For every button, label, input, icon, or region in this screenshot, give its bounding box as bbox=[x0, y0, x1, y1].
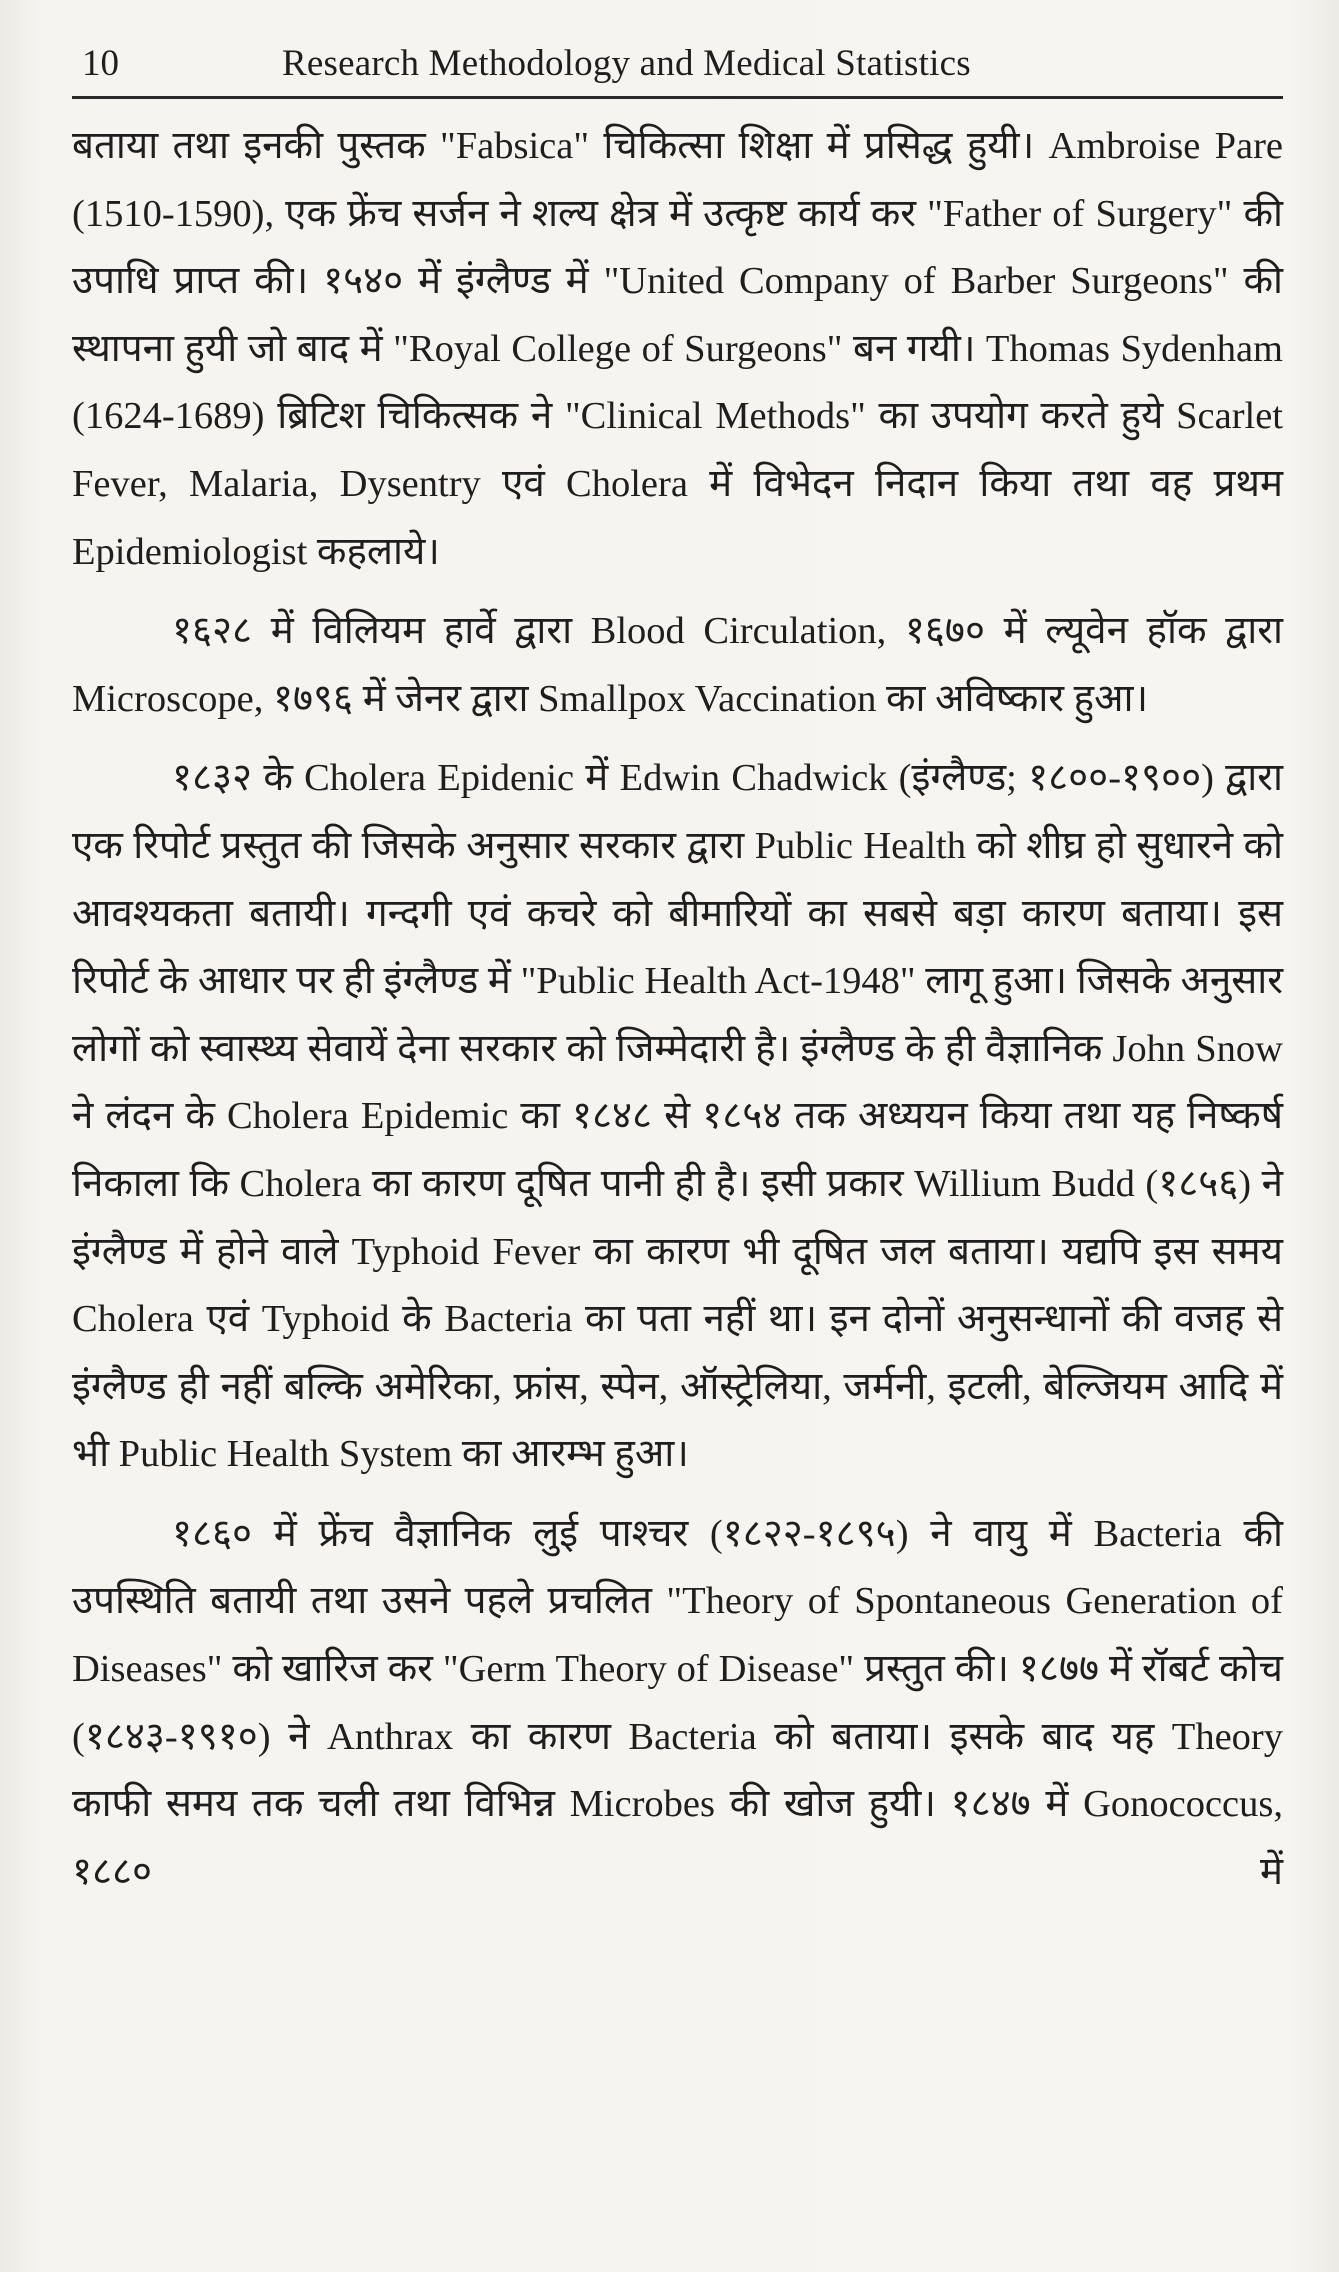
book-title: Research Methodology and Medical Statistics bbox=[282, 43, 971, 84]
page-number: 10 bbox=[82, 43, 119, 84]
body-text bbox=[72, 113, 1283, 1906]
running-header bbox=[72, 38, 1283, 99]
paragraph-2: १६२८ में विलियम हार्वे द्वारा Blood Circulation, १६७० में ल्यूवेन हॉक द्वारा Microscope, १७९६ में जेनर द्वारा Smallpox Vaccination का अविष्कार हुआ। bbox=[72, 610, 1283, 720]
paragraph-1: बताया तथा इनकी पुस्तक "Fabsica" चिकित्सा शिक्षा में प्रसिद्ध हुयी। Ambroise Pare (1510-1590), एक फ्रेंच सर्जन ने शल्य क्षेत्र में उत्कृष्ट कार्य कर "Father of Surgery" की उपाधि प्राप्त की। १५४० में इंग्लैण्ड में "United Company of Barber Surgeons" की स्थापना हुयी जो बाद में "Royal College of Surgeons" बन गयी। Thomas Sydenham (1624-1689) ब्रिटिश चिकित्सक ने "Clinical Methods" का उपयोग करते हुये Scarlet Fever, Malaria, Dysentry एवं Cholera में विभेदन निदान किया तथा वह प्रथम Epidemiologist कहलाये। bbox=[72, 125, 1283, 573]
paragraph-4: १८६० में फ्रेंच वैज्ञानिक लुई पाश्चर (१८२२-१८९५) ने वायु में Bacteria की उपस्थिति बतायी तथा उसने पहले प्रचलित "Theory of Spontaneous Generation of Diseases" को खारिज कर "Germ Theory of Disease" प्रस्तुत की। १८७७ में रॉबर्ट कोच (१८४३-१९१०) ने Anthrax का कारण Bacteria को बताया। इसके बाद यह Theory काफी समय तक चली तथा विभिन्न Microbes की खोज हुयी। १८४७ में Gonococcus, १८८० में bbox=[72, 1512, 1283, 1893]
paragraph-3: १८३२ के Cholera Epidenic में Edwin Chadwick (इंग्लैण्ड; १८००-१९००) द्वारा एक रिपोर्ट प्रस्तुत की जिसके अनुसार सरकार द्वारा Public Health को शीघ्र हो सुधारने को आवश्यकता बतायी। गन्दगी एवं कचरे को बीमारियों का सबसे बड़ा कारण बताया। इस रिपोर्ट के आधार पर ही इंग्लैण्ड में "Public Health Act-1948" लागू हुआ। जिसके अनुसार लोगों को स्वास्थ्य सेवायें देना सरकार को जिम्मेदारी है। इंग्लैण्ड के ही वैज्ञानिक John Snow ने लंदन के Cholera Epidemic का १८४८ से १८५४ तक अध्ययन किया तथा यह निष्कर्ष निकाला कि Cholera का कारण दूषित पानी ही है। इसी प्रकार Willium Budd (१८५६) ने इंग्लैण्ड में होने वाले Typhoid Fever का कारण भी दूषित जल बताया। यद्यपि इस समय Cholera एवं Typhoid के Bacteria का पता नहीं था। इन दोनों अनुसन्धानों की वजह से इंग्लैण्ड ही नहीं बल्कि अमेरिका, फ्रांस, स्पेन, ऑस्ट्रेलिया, जर्मनी, इटली, बेल्जियम आदि में भी Public Health System का आरम्भ हुआ। bbox=[72, 757, 1283, 1476]
